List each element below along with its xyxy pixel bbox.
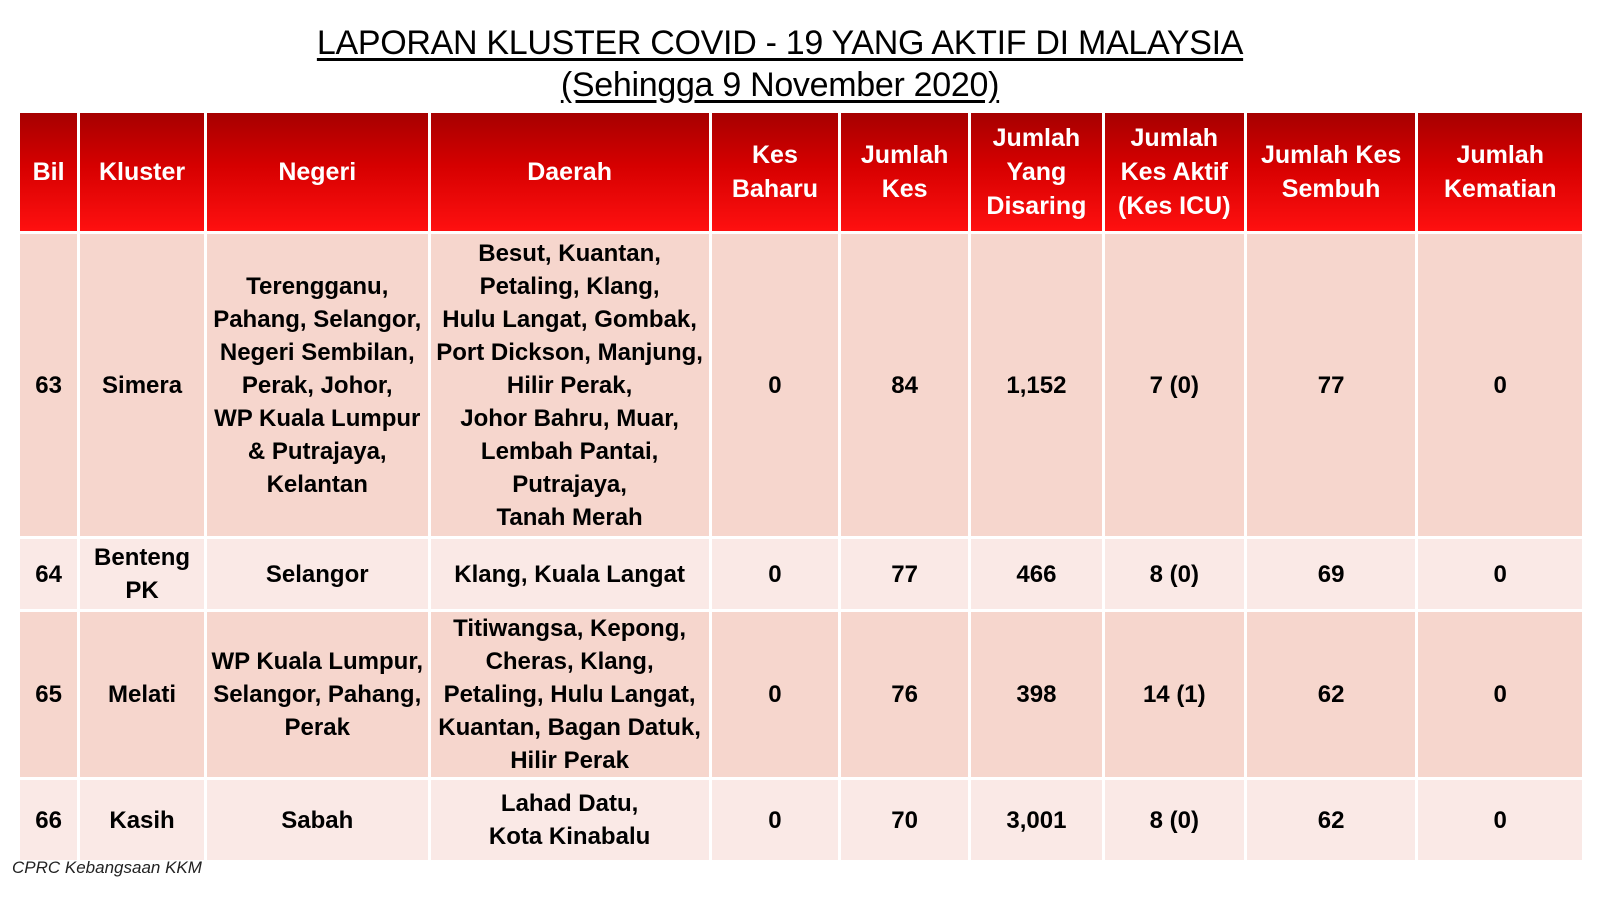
table-row bbox=[20, 539, 1582, 609]
cell-jumlah-disaring: 1,152 bbox=[971, 234, 1102, 536]
header-negeri: Negeri bbox=[207, 113, 428, 231]
report-title-line2: (Sehingga 9 November 2020) bbox=[560, 66, 1000, 104]
header-kes-sembuh: Jumlah Kes Sembuh bbox=[1247, 113, 1416, 231]
cell-daerah: Lahad Datu, Kota Kinabalu bbox=[431, 780, 709, 860]
cell-daerah: Titiwangsa, Kepong, Cheras, Klang, Petaling, Hulu Langat, Kuantan, Bagan Datuk, Hilir Perak bbox=[431, 612, 709, 777]
table-row bbox=[20, 612, 1582, 777]
header-bil: Bil bbox=[20, 113, 77, 231]
cell-negeri: Sabah bbox=[207, 780, 428, 860]
cell-kes-sembuh: 62 bbox=[1247, 612, 1416, 777]
header-kluster: Kluster bbox=[80, 113, 204, 231]
cell-bil: 65 bbox=[20, 612, 77, 777]
table-row bbox=[20, 234, 1582, 536]
cell-kes-aktif: 8 (0) bbox=[1105, 780, 1244, 860]
cell-kes-sembuh: 62 bbox=[1247, 780, 1416, 860]
cell-jumlah-kes: 70 bbox=[841, 780, 968, 860]
cell-jumlah-kes: 77 bbox=[841, 539, 968, 609]
cell-jumlah-kes: 84 bbox=[841, 234, 968, 536]
cell-bil: 63 bbox=[20, 234, 77, 536]
header-kes-aktif: Jumlah Kes Aktif (Kes ICU) bbox=[1105, 113, 1244, 231]
report-title-line1: LAPORAN KLUSTER COVID - 19 YANG AKTIF DI MALAYSIA bbox=[316, 24, 1244, 62]
cell-kes-aktif: 8 (0) bbox=[1105, 539, 1244, 609]
header-kematian: Jumlah Kematian bbox=[1418, 113, 1582, 231]
cell-kluster: Benteng PK bbox=[80, 539, 204, 609]
cell-jumlah-kes: 76 bbox=[841, 612, 968, 777]
cell-kluster: Kasih bbox=[80, 780, 204, 860]
cell-kes-sembuh: 69 bbox=[1247, 539, 1416, 609]
cell-jumlah-disaring: 3,001 bbox=[971, 780, 1102, 860]
cell-bil: 66 bbox=[20, 780, 77, 860]
cell-kematian: 0 bbox=[1418, 234, 1582, 536]
cell-daerah: Besut, Kuantan, Petaling, Klang, Hulu Langat, Gombak, Port Dickson, Manjung, Hilir Perak, Johor Bahru, Muar, Lembah Pantai, Putrajaya, Tanah Merah bbox=[431, 234, 709, 536]
header-jumlah-disaring: Jumlah Yang Disaring bbox=[971, 113, 1102, 231]
cell-negeri: Selangor bbox=[207, 539, 428, 609]
cell-kematian: 0 bbox=[1418, 539, 1582, 609]
cell-kluster: Melati bbox=[80, 612, 204, 777]
cell-kes-baharu: 0 bbox=[712, 612, 839, 777]
header-daerah: Daerah bbox=[431, 113, 709, 231]
header-kes-baharu: Kes Baharu bbox=[712, 113, 839, 231]
cluster-table bbox=[17, 110, 1585, 863]
cell-bil: 64 bbox=[20, 539, 77, 609]
cell-kes-baharu: 0 bbox=[712, 780, 839, 860]
table-row bbox=[20, 780, 1582, 860]
cell-kes-sembuh: 77 bbox=[1247, 234, 1416, 536]
cell-kematian: 0 bbox=[1418, 780, 1582, 860]
cell-kes-aktif: 7 (0) bbox=[1105, 234, 1244, 536]
cell-jumlah-disaring: 398 bbox=[971, 612, 1102, 777]
cell-kes-baharu: 0 bbox=[712, 539, 839, 609]
cell-negeri: WP Kuala Lumpur, Selangor, Pahang, Perak bbox=[207, 612, 428, 777]
cell-kematian: 0 bbox=[1418, 612, 1582, 777]
report-title bbox=[0, 22, 1560, 106]
cell-jumlah-disaring: 466 bbox=[971, 539, 1102, 609]
cell-daerah: Klang, Kuala Langat bbox=[431, 539, 709, 609]
cell-kes-baharu: 0 bbox=[712, 234, 839, 536]
cell-kluster: Simera bbox=[80, 234, 204, 536]
cell-kes-aktif: 14 (1) bbox=[1105, 612, 1244, 777]
source-footer: CPRC Kebangsaan KKM bbox=[12, 858, 202, 877]
header-jumlah-kes: Jumlah Kes bbox=[841, 113, 968, 231]
cell-negeri: Terengganu, Pahang, Selangor, Negeri Sembilan, Perak, Johor, WP Kuala Lumpur & Putrajaya, Kelantan bbox=[207, 234, 428, 536]
table-header-row bbox=[20, 113, 1582, 231]
